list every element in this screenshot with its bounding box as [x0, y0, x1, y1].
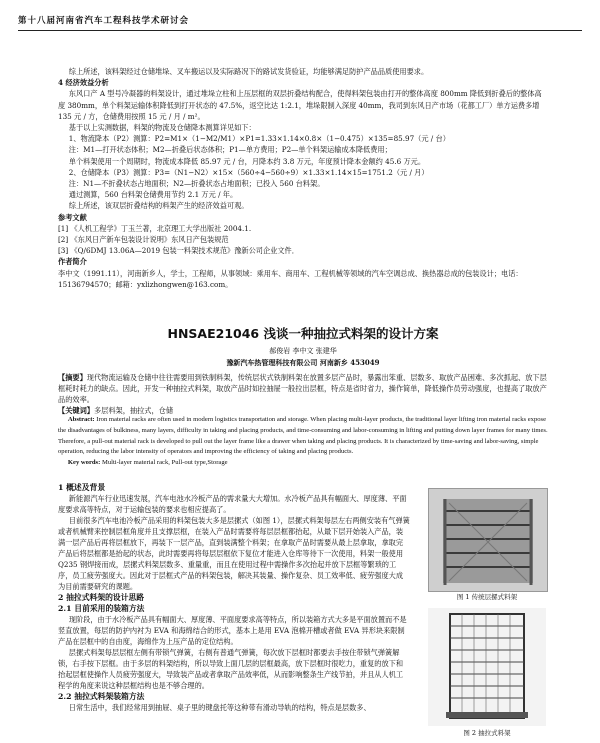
en-abstract-label: Abstract: [67, 416, 95, 423]
paragraph: 东风口产 A 型号冷凝器的料架设计，通过堆垛立柱和上压层框的双层折叠结构配合，使得料架包装由打开的整体高度 800mm 降低到折叠后的整体高度 380mm，单个料架运输体积降低到打开状态的 47.5%，返空比达 1:2.1，堆垛限制入深度 40mm，我司到东风日产市场（花都工厂）单方运费多增 135 元 / 方，仓储费用按照 15 元 / 月 / m²。 [58, 89, 542, 121]
abstract-label: 【摘要】 [58, 373, 87, 382]
reference-item: [2] 《东风日产新车包装设计说明》东风日产包装规范 [58, 235, 229, 245]
paragraph: 新能源汽车行业迅速发展，汽车电池水冷板产品的需求量大大增加。水冷板产品具有幅面大、厚度薄、平面度要求高等特点，对于运输包装的要求也相应提高了。 [58, 494, 407, 514]
figure-1-caption: 图 1 传统层摞式料架 [456, 593, 518, 601]
keywords-label: 【关键词】 [58, 406, 94, 415]
paragraph: 通过测算，560 台料架仓储费用节约 2.1 万元 / 年。 [68, 190, 238, 200]
subsection-heading: 2.1 目前采用的装箱方法 [58, 604, 145, 613]
paragraph: 综上所述，该双层折叠结构的料架产生的经济效益可观。 [68, 201, 249, 211]
formula-line: 1、物流降本（P2）测算：P2=M1×（1−M2/M1）×P1=1.33×1.14×0.8×（1−0.475）×135=85.97（元 / 台） [68, 134, 450, 144]
paragraph: 基于以上实测数据，料架的物流及仓储降本测算详见如下： [68, 123, 256, 133]
author-heading: 作者简介 [58, 257, 87, 267]
paragraph: 层摞式料架每层层框左侧有带锁气弹簧，右侧有普通气弹簧，每次放下层框时都要去手按住带锁气弹簧解锁，右手按下层框。由于多层的料架结构，所以导致上面几层的层框最高，放下层框时很吃力，重复的放下和抬起层框使操作人员疲劳强度大，导致装产品或者拿取产品效率低，从而影响整条生产线节拍，并且从人机工程学的角度来说这种层框结构也是不够合理的。 [58, 648, 404, 690]
reference-item: [3] 《Q/6DMJ 13.06A—2019 包装一料架技术规范》豫新公司企业文件． [58, 246, 299, 256]
header-rule [18, 30, 582, 31]
page-header: 第十八届河南省汽车工程科技学术研讨会 [18, 16, 190, 26]
english-abstract [58, 415, 548, 469]
figure-2-caption: 图 2 抽拉式料架 [463, 729, 511, 737]
en-keywords-label: Key words: [67, 459, 101, 467]
paragraph: 综上所述，该料架经过仓储堆垛、叉车搬运以及实际路况下的路试发货验证，均能够满足防护产品品质使用要求。 [68, 67, 429, 76]
reference-item: [1] 《人机工程学》丁玉兰著，北京理工大学出版社 2004.1. [58, 223, 252, 233]
article-title: HNSAE21046 浅谈一种抽拉式料架的设计方案 [167, 326, 439, 341]
abstract-text: 现代物流运输及仓储中往往需要用到铁制料架，传统层状式铁制料架在放置多层产品时，暴露出笨重、层数多、取放产品困难、多次抓起、放下层框耗时耗力的缺点。因此，开发一种抽拉式料架，取放产品时如拉抽屉一般拉出层框，特点是省时省力，操作简单，降低操作员劳动强度，也提高了取放产品的效率。 [58, 373, 547, 404]
subsection-heading: 2.2 抽拉式料架装箱方法 [58, 692, 145, 701]
en-keywords-text: Multi-layer material rack, Pull-out type,Storage [101, 459, 228, 467]
author-bio: 李中文（1991.11），河南新乡人，学士，工程师，从事领域：乘用车、商用车、工程机械等领域的汽车空调总成、换热器总成的包装设计；电话：15136794570；邮箱：yxlizhongwen@163.com。 [58, 268, 523, 289]
figure-2-drawing [428, 608, 546, 726]
formula-line: 2、仓储降本（P3）测算：P3=（N1−N2）×15×（560÷4−560÷9）×1.33×1.14×15=1751.2（元 / 月） [68, 167, 429, 177]
section-heading: 4 经济效益分析 [58, 78, 109, 88]
article-organization: 豫新汽车热管理科技有限公司 河南新乡 453049 [226, 358, 380, 367]
article-authors: 郝俊岩 李中文 张建华 [269, 347, 337, 355]
references-heading: 参考文献 [58, 212, 87, 222]
chinese-abstract [58, 372, 548, 416]
article-body [58, 482, 410, 713]
top-section [58, 66, 548, 290]
keywords-text: 多层料架，抽拉式，仓储 [93, 406, 174, 415]
section-heading: 2 抽拉式料架的设计思路 [58, 593, 145, 602]
section-heading: 1 概述及背景 [58, 483, 106, 492]
note-line: 注：M1—打开状态体积；M2—折叠后状态体积；P1—单方费用；P2—单个料架运输成本降低费用； [68, 145, 392, 155]
paragraph: 目前很多汽车电池冷板产品采用的料架包装大多是层摞式（如图 1），层摞式料架每层左右两侧安装有气弹簧或者机械臂来控制层框角度并且支撑层框，在装入产品时需要将每层层框都抬起，从最下层开始装入产品，装满一层产品后再将层框放下，再装下一层产品，直到装满整个料架；在拿取产品时需要从最上层拿取，拿取完产品后将层框都是抬起的状态，此时需要再将每层层框依下复位才能进入仓库等待下一次使用，料架一般使用 Q235 钢焊接而成，层摞式料架层数多、重量重，而且在使用过程中需操作多次抬起并放下层框等繁琐的工序，员工疲劳强度大。因此对于层框式产品的料架包装，解决其装量、操作复杂、员工效率低、疲劳强度大成为目前需要研究的课题。 [58, 516, 410, 591]
note-line: 注：N1—不折叠状态占地面积；N2—折叠状态占地面积；已投入 560 台料架。 [68, 179, 325, 189]
en-abstract-text: Iron material racks are often used in modern logistics transportation and storage. When placing multi-layer products, the traditional layer lifting iron material racks expose the disadvantages of bulkiness, many layers, difficulty in taking and placing products, and time-consuming and labor-consuming in lifting and putting down layer frames for many times. Therefore, a pull-out material rack is developed to pull out the layer frame like a drawer when taking and placing products. It is characterized by time-saving and labor-saving, simple operation, reducing the labor intensity of operators and improving the efficiency of taking and placing products. [58, 416, 548, 456]
paragraph: 现阶段，由于水冷板产品具有幅面大、厚度薄、平面度要求高等特点，所以装箱方式大多是平面放置而不是竖直放置，每层的防护内衬为 EVA 和海绵结合的形式，基本上是用 EVA 泡棉开槽或者做 EVA 异形块来限制产品在层框中的自由度，海绵作为上压产品的定位结构。 [58, 615, 407, 646]
figure-1-photo [428, 488, 548, 592]
paragraph: 日常生活中，我们经常用到抽屉、桌子里的键盘托等这种带有滑动导轨的结构，特点是层数多、 [68, 703, 371, 712]
paragraph: 单个料架使用一个周期时，物流成本降低 85.97 元 / 台，月降本约 3.8 万元，年度预计降本金额约 45.6 万元。 [68, 156, 426, 166]
